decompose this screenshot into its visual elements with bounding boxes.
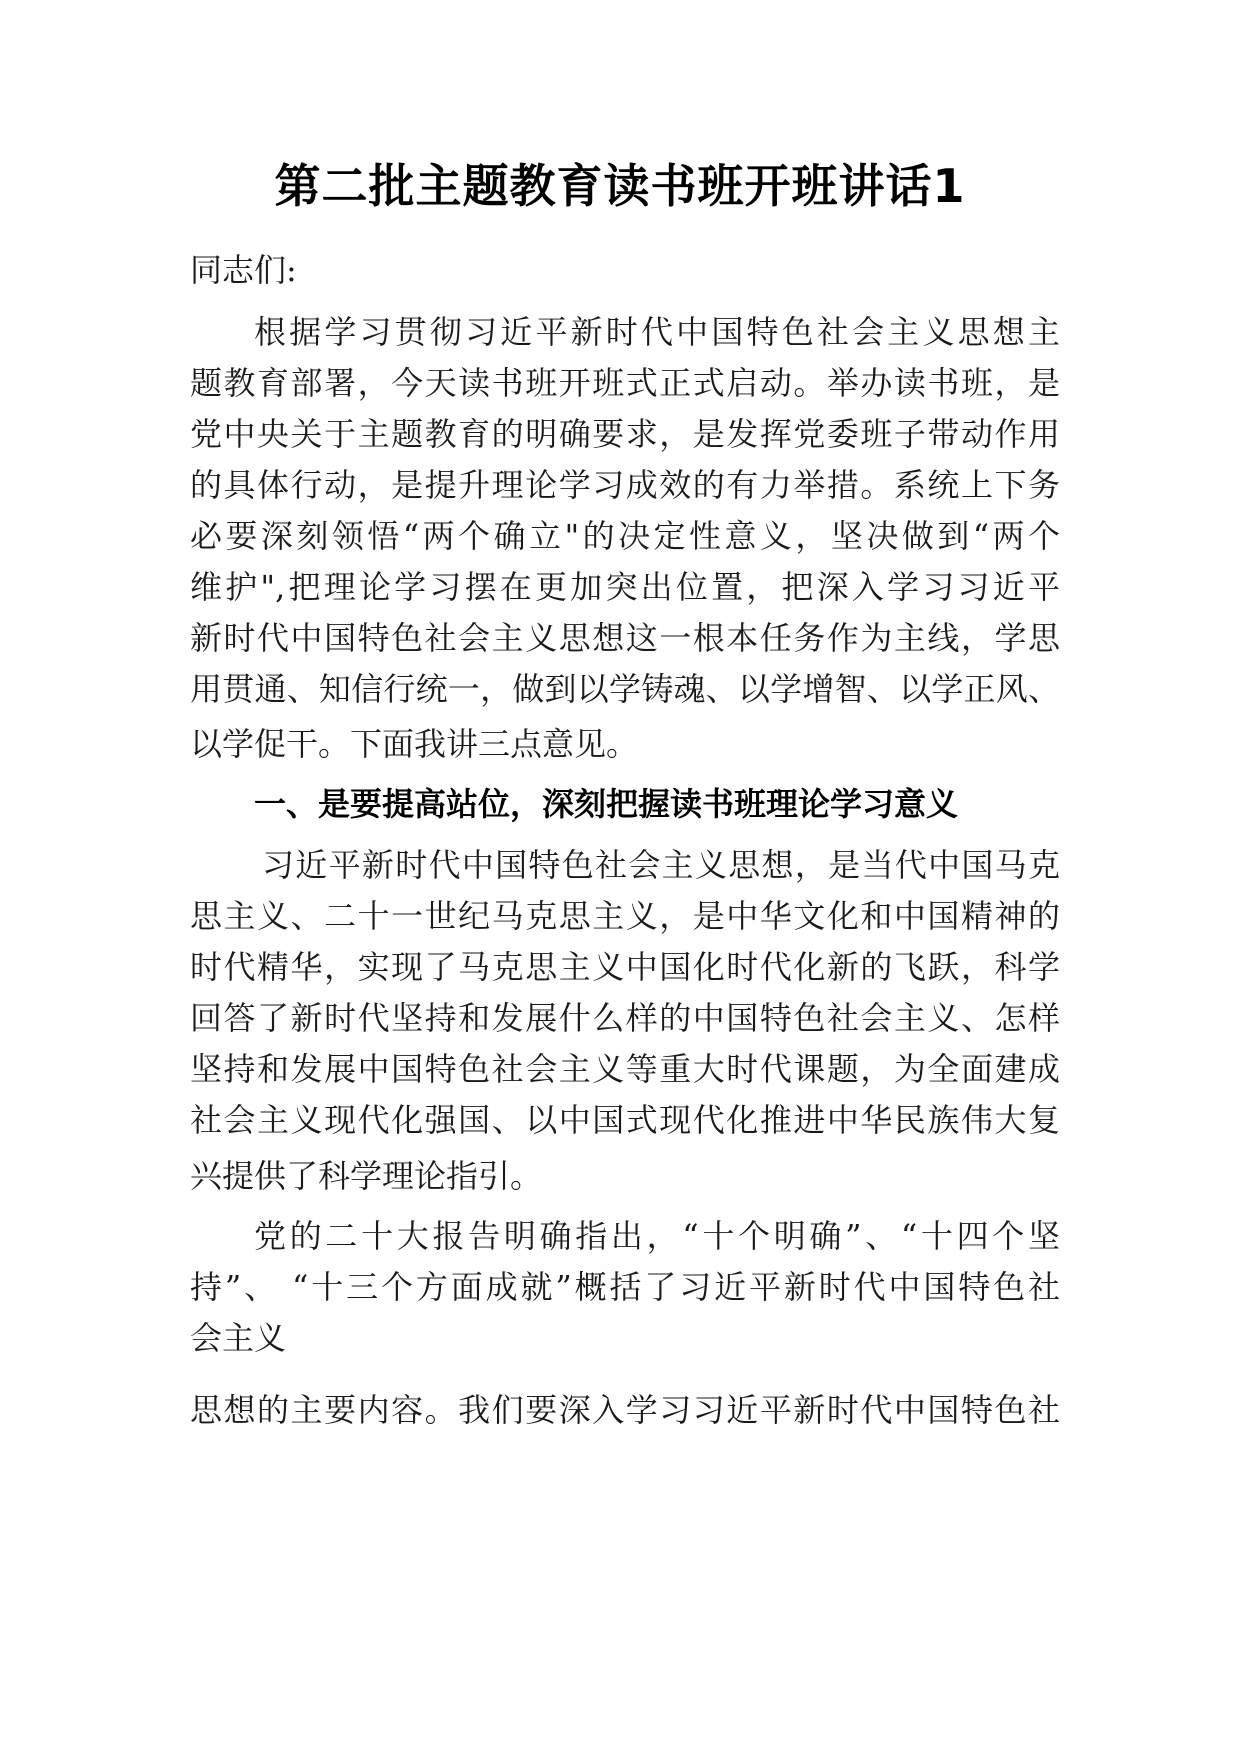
paragraph-line: 根据学习贯彻习近平新时代中国特色社会主义思想主 bbox=[254, 313, 1060, 351]
section-heading: 一、是要提高站位，深刻把握读书班理论学习意义 bbox=[254, 785, 959, 823]
paragraph-line: 新时代中国特色社会主义思想这一根本任务作为主线，学思 bbox=[190, 619, 1060, 657]
document-title: 第二批主题教育读书班开班讲话1 bbox=[274, 159, 966, 213]
paragraph-line: 社会主义现代化强国、以中国式现代化推进中华民族伟大复 bbox=[190, 1101, 1060, 1139]
paragraph-line: 题教育部署，今天读书班开班式正式启动。举办读书班，是 bbox=[190, 364, 1060, 402]
paragraph-line: 持”、 “十三个方面成就”概括了习近平新时代中国特色社 bbox=[190, 1268, 1060, 1306]
paragraph-line: 必要深刻领悟“两个确立"的决定性意义，坚决做到“两个 bbox=[190, 517, 1060, 555]
paragraph-line: 坚持和发展中国特色社会主义等重大时代课题，为全面建成 bbox=[190, 1050, 1060, 1088]
paragraph-line: 党中央关于主题教育的明确要求，是发挥党委班子带动作用 bbox=[190, 415, 1060, 453]
paragraph-line: 的具体行动，是提升理论学习成效的有力举措。系统上下务 bbox=[190, 466, 1060, 504]
paragraph-line: 维护",把理论学习摆在更加突出位置，把深入学习习近平 bbox=[190, 568, 1060, 606]
salutation: 同志们: bbox=[190, 251, 297, 289]
paragraph-line: 用贯通、知信行统一，做到以学铸魂、以学增智、以学正风、 bbox=[190, 670, 1060, 708]
paragraph-line: 兴提供了科学理论指引。 bbox=[190, 1157, 543, 1195]
paragraph-line: 习近平新时代中国特色社会主义思想，是当代中国马克 bbox=[262, 846, 1060, 884]
paragraph-line: 回答了新时代坚持和发展什么样的中国特色社会主义、怎样 bbox=[190, 999, 1060, 1037]
paragraph-line: 党的二十大报告明确指出，“十个明确”、“十四个坚 bbox=[254, 1217, 1060, 1255]
paragraph-line: 思主义、二十一世纪马克思主义，是中华文化和中国精神的 bbox=[190, 897, 1060, 935]
paragraph-line: 会主义 bbox=[190, 1319, 287, 1357]
paragraph-line: 时代精华，实现了马克思主义中国化时代化新的飞跃，科学 bbox=[190, 948, 1060, 986]
paragraph-line: 思想的主要内容。我们要深入学习习近平新时代中国特色社 bbox=[190, 1391, 1060, 1429]
paragraph-line: 以学促干。下面我讲三点意见。 bbox=[190, 725, 639, 763]
